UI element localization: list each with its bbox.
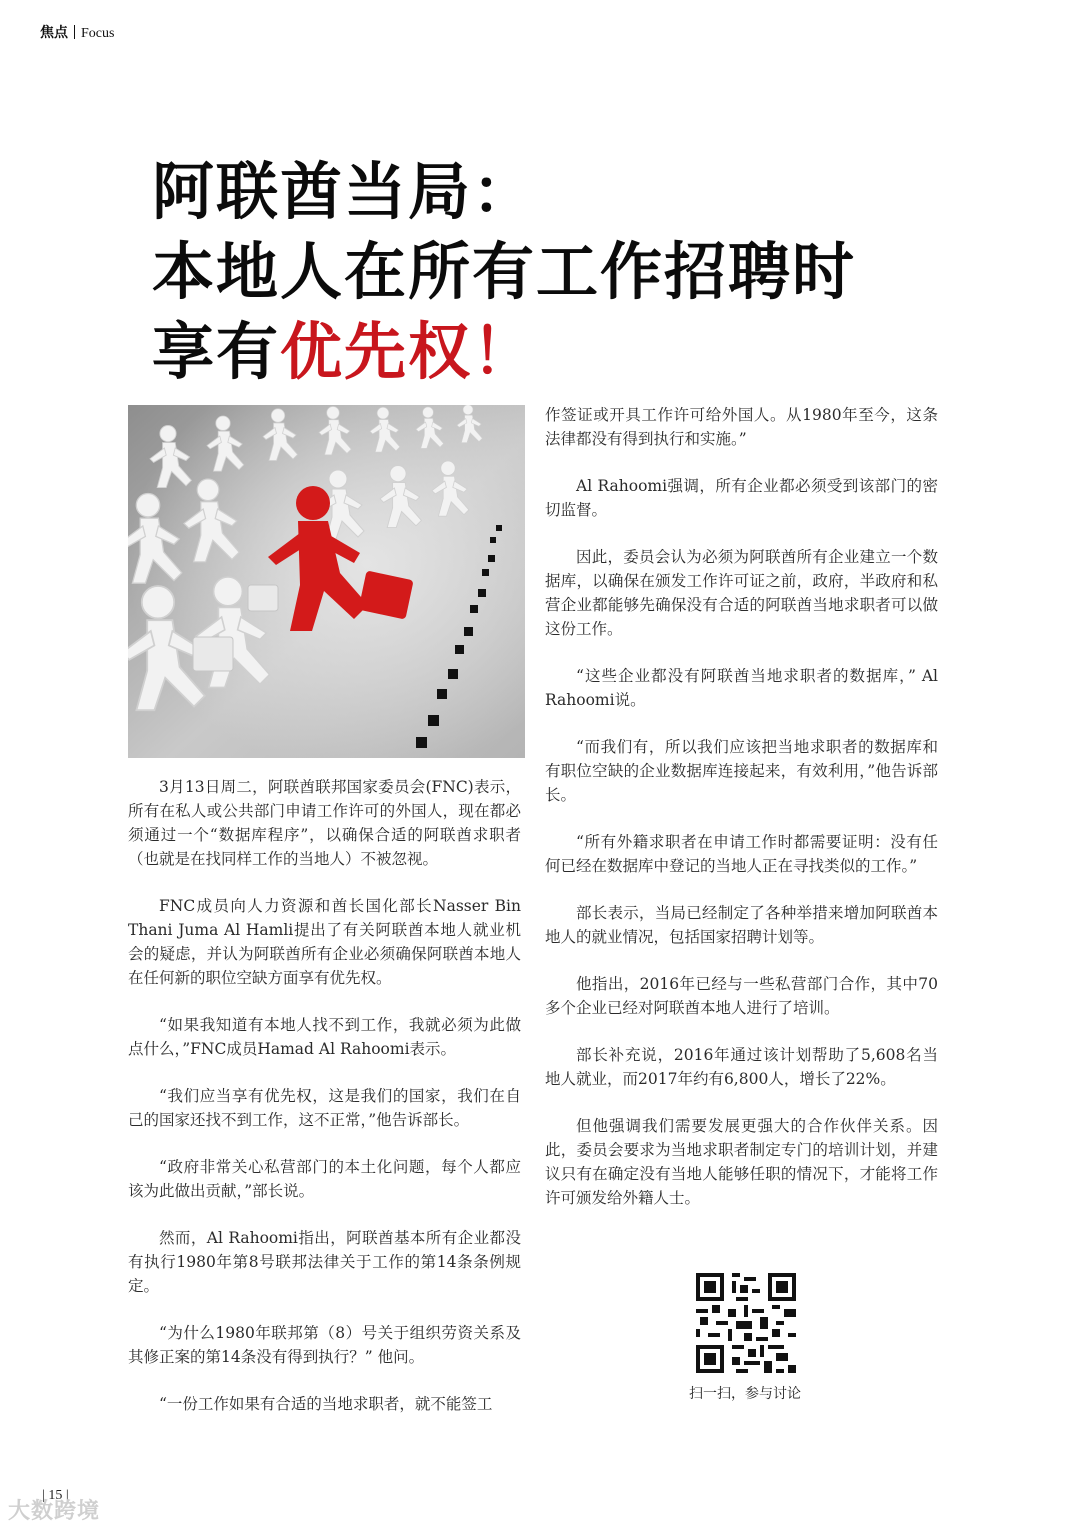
body-paragraph: 部长表示，当局已经制定了各种举措来增加阿联酋本地人的就业情况，包括国家招聘计划等。 — [545, 904, 938, 946]
body-paragraph: “如果我知道有本地人找不到工作，我就必须为此做点什么，”FNC成员Hamad Al Rahoomi表示。 — [128, 1016, 521, 1058]
body-paragraph: “为什么1980年联邦第（8）号关于组织劳资关系及其修正案的第14条没有得到执行？” 他问。 — [128, 1324, 521, 1366]
body-paragraph: “这些企业都没有阿联酋当地求职者的数据库，” Al Rahoomi说。 — [545, 667, 938, 709]
section-label-en: Focus — [81, 26, 115, 41]
title-line-3-a: 享有 — [152, 315, 281, 388]
qr-code[interactable] — [696, 1273, 796, 1373]
page-number: | 15 | — [42, 1488, 69, 1503]
body-paragraph: “我们应当享有优先权，这是我们的国家，我们在自己的国家还找不到工作，这不正常，”他告诉部长。 — [128, 1087, 521, 1129]
page-header — [40, 22, 114, 42]
body-paragraph: 然而，Al Rahoomi指出，阿联酋基本所有企业都没有执行1980年第8号联邦法律关于工作的第14条条例规定。 — [128, 1229, 521, 1295]
body-paragraph: Al Rahoomi强调，所有企业都必须受到该部门的密切监督。 — [545, 477, 938, 519]
title-line-2: 本地人在所有工作招聘时 — [152, 235, 857, 308]
body-paragraph-continued: 作签证或开具工作许可给外国人。从1980年至今，这条法律都没有得到执行和实施。” — [545, 406, 938, 448]
left-column — [128, 775, 521, 1439]
title-line-3 — [152, 312, 856, 392]
qr-caption: 扫一扫，参与讨论 — [689, 1386, 801, 1402]
body-paragraph: “所有外籍求职者在申请工作时都需要证明：没有任何已经在数据库中登记的当地人正在寻找类似的工作。” — [545, 833, 938, 875]
body-paragraph: 他指出，2016年已经与一些私营部门合作，其中70多个企业已经对阿联酋本地人进行了培训。 — [545, 975, 938, 1017]
body-paragraph: “一份工作如果有合适的当地求职者，就不能签工 — [159, 1395, 493, 1413]
title-line-1: 阿联酋当局： — [152, 155, 537, 228]
right-column — [545, 403, 938, 1233]
body-paragraph: 但他强调我们需要发展更强大的合作伙伴关系。因此，委员会要求为当地求职者制定专门的培训计划，并建议只有在确定没有当地人能够任职的情况下，才能将工作许可颁发给外籍人士。 — [545, 1117, 938, 1207]
body-paragraph: FNC成员向人力资源和酋长国化部长Nasser Bin Thani Juma Al Hamli提出了有关阿联酋本地人就业机会的疑虑，并认为阿联酋所有企业必须确保阿联酋本地人在任何新的职位空缺方面享有优先权。 — [128, 897, 521, 987]
body-paragraph: “政府非常关心私营部门的本土化问题，每个人都应该为此做出贡献，”部长说。 — [128, 1158, 521, 1200]
article-title — [152, 152, 856, 392]
page-number-value: 15 — [48, 1488, 63, 1503]
body-paragraph: 部长补充说，2016年通过该计划帮助了5,608名当地人就业，而2017年约有6,800人，增长了22%。 — [545, 1046, 938, 1088]
body-paragraph: 因此，委员会认为必须为阿联酋所有企业建立一个数据库，以确保在颁发工作许可证之前，政府，半政府和私营企业都能够先确保没有合适的阿联酋当地求职者可以做这份工作。 — [545, 548, 938, 638]
body-paragraph: 3月13日周二，阿联酋联邦国家委员会(FNC)表示，所有在私人或公共部门申请工作许可的外国人，现在都必须通过一个“数据库程序”，以确保合适的阿联酋求职者（也就是在找同样工作的当地人）不被忽视。 — [128, 778, 521, 868]
body-paragraph: “而我们有，所以我们应该把当地求职者的数据库和有职位空缺的企业数据库连接起来，有效利用，”他告诉部长。 — [545, 738, 938, 804]
watermark: 大数跨境 — [8, 1499, 101, 1524]
title-exclaim: ！ — [472, 315, 537, 388]
section-label: 焦点 — [40, 25, 68, 41]
header-divider — [74, 25, 75, 39]
title-highlight: 优先权 — [280, 315, 473, 388]
article-photo — [128, 405, 525, 758]
